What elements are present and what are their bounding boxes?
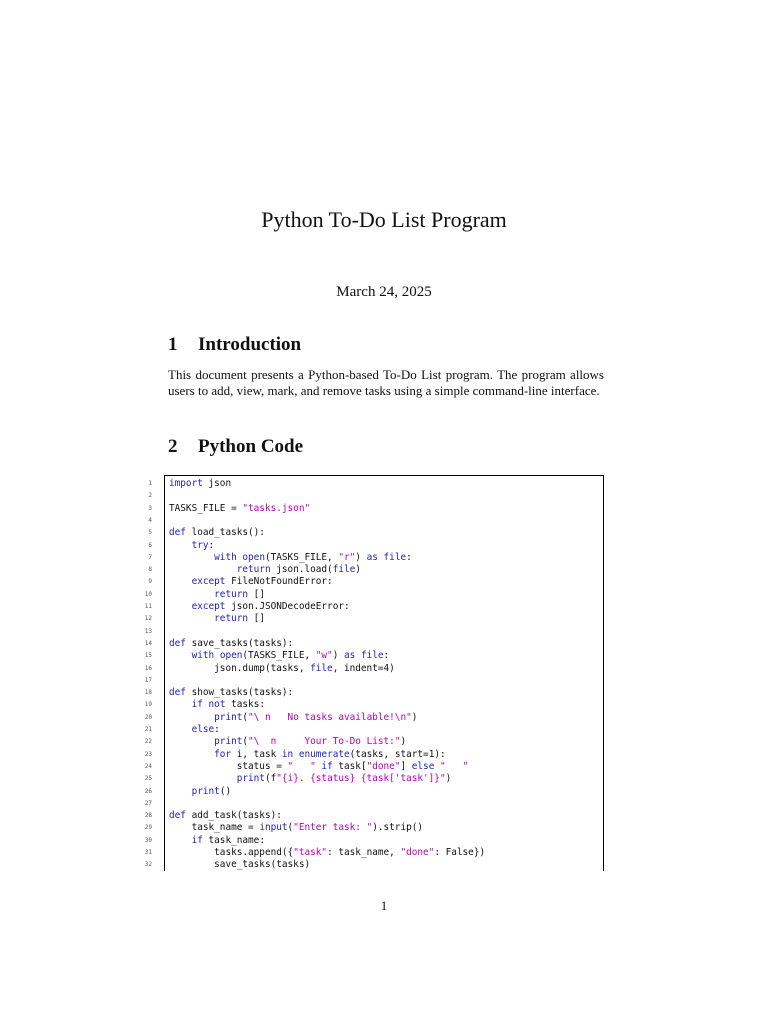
code-line <box>0 515 768 527</box>
code-line <box>0 761 768 773</box>
code-line <box>0 527 768 539</box>
code-text: import json <box>169 478 232 489</box>
section-heading-introduction <box>168 333 301 357</box>
line-number: 17 <box>144 676 152 684</box>
code-line <box>0 478 768 490</box>
code-text: task_name = input("Enter task: ").strip() <box>169 822 424 834</box>
line-number: 22 <box>144 738 152 746</box>
code-text: else: <box>191 724 220 735</box>
line-number: 3 <box>148 504 152 512</box>
code-text: status = " " if task["done"] else " " <box>169 760 469 772</box>
code-line <box>0 503 768 515</box>
code-line <box>0 786 768 798</box>
code-line <box>0 699 768 711</box>
code-text: with open(TASKS_FILE, "r") as file: <box>214 551 412 563</box>
code-text: def load_tasks(): <box>169 527 265 539</box>
code-line <box>0 810 768 822</box>
code-line <box>0 724 768 736</box>
line-number: 18 <box>144 689 152 697</box>
code-text: for i, task in enumerate(tasks, start=1): <box>214 748 446 760</box>
line-number: 26 <box>144 787 152 795</box>
code-line <box>0 675 768 687</box>
line-number: 9 <box>148 578 152 586</box>
code-line <box>0 576 768 588</box>
document-title: Python To-Do List Program <box>261 207 507 232</box>
code-text: TASKS_FILE = "tasks.json" <box>169 502 311 514</box>
code-text: def show_tasks(tasks): <box>169 687 294 699</box>
section-title: Introduction <box>198 334 302 355</box>
line-number: 20 <box>144 713 152 721</box>
code-line <box>0 638 768 650</box>
code-line <box>0 540 768 552</box>
code-line <box>0 798 768 810</box>
line-number: 32 <box>144 861 152 869</box>
line-number: 8 <box>148 566 152 574</box>
line-number: 30 <box>144 836 152 844</box>
line-number: 28 <box>144 812 152 820</box>
page-number: 1 <box>380 898 388 913</box>
line-number: 5 <box>148 529 152 537</box>
line-number: 23 <box>144 750 152 758</box>
line-number: 27 <box>144 799 152 807</box>
line-number: 1 <box>148 480 152 487</box>
code-text: save_tasks(tasks) <box>169 859 311 871</box>
line-number: 24 <box>144 762 152 770</box>
code-line <box>0 650 768 662</box>
code-text: except FileNotFoundError: <box>191 576 333 588</box>
line-number: 6 <box>148 541 152 549</box>
code-line <box>0 589 768 601</box>
introduction-paragraph: This document presents a Python-based To-Do List program. The program allows users to add, view, mark, and remove tasks using a simple command-line interface. <box>168 367 604 398</box>
code-line <box>0 613 768 625</box>
line-number: 25 <box>144 775 152 783</box>
code-text: return [] <box>214 613 265 625</box>
code-text: if not tasks: <box>191 699 265 711</box>
code-text: return json.load(file) <box>236 564 361 576</box>
line-number: 14 <box>144 639 152 647</box>
line-number: 10 <box>144 590 152 598</box>
code-text: if task_name: <box>191 834 265 846</box>
line-number: 2 <box>148 492 152 500</box>
code-text: print() <box>191 785 232 797</box>
line-number: 11 <box>144 603 152 610</box>
code-text: def add_task(tasks): <box>169 810 282 822</box>
code-text: with open(TASKS_FILE, "w") as file: <box>191 650 390 662</box>
code-text: return [] <box>214 588 265 600</box>
code-line <box>0 773 768 785</box>
code-text: print(f"{i}. {status} {task['task']}") <box>236 773 452 785</box>
code-line <box>0 490 768 502</box>
line-number: 29 <box>144 824 152 832</box>
code-line <box>0 822 768 834</box>
code-line <box>0 859 768 871</box>
code-text: json.dump(tasks, file, indent=4) <box>169 662 395 674</box>
code-line <box>0 601 768 613</box>
code-text: print("\ n Your To-Do List:") <box>214 736 407 748</box>
code-text: try: <box>191 539 215 551</box>
code-text: except json.JSONDecodeError: <box>191 601 350 612</box>
code-line <box>0 663 768 675</box>
code-text: tasks.append({"task": task_name, "done": False}) <box>169 847 486 858</box>
line-number: 13 <box>144 627 152 635</box>
code-line <box>0 626 768 638</box>
code-line <box>0 736 768 748</box>
line-number: 16 <box>144 664 152 672</box>
code-line <box>0 552 768 564</box>
line-number: 7 <box>148 553 152 561</box>
line-number: 21 <box>144 726 152 733</box>
section-heading-python-code <box>168 435 303 459</box>
code-line <box>0 564 768 576</box>
line-number: 4 <box>148 516 152 524</box>
code-line <box>0 687 768 699</box>
document-date: March 24, 2025 <box>336 284 432 300</box>
code-line <box>0 835 768 847</box>
line-number: 31 <box>144 849 152 856</box>
section-title: Python Code <box>198 436 304 457</box>
code-line <box>0 712 768 724</box>
code-line <box>0 847 768 859</box>
code-text: print("\ n No tasks available!\n") <box>214 711 418 723</box>
section-number: 1 <box>168 334 178 355</box>
line-number: 19 <box>144 701 152 709</box>
section-number: 2 <box>168 436 178 457</box>
code-line <box>0 749 768 761</box>
line-number: 15 <box>144 652 152 660</box>
line-number: 12 <box>144 615 152 623</box>
code-text: def save_tasks(tasks): <box>169 637 294 649</box>
